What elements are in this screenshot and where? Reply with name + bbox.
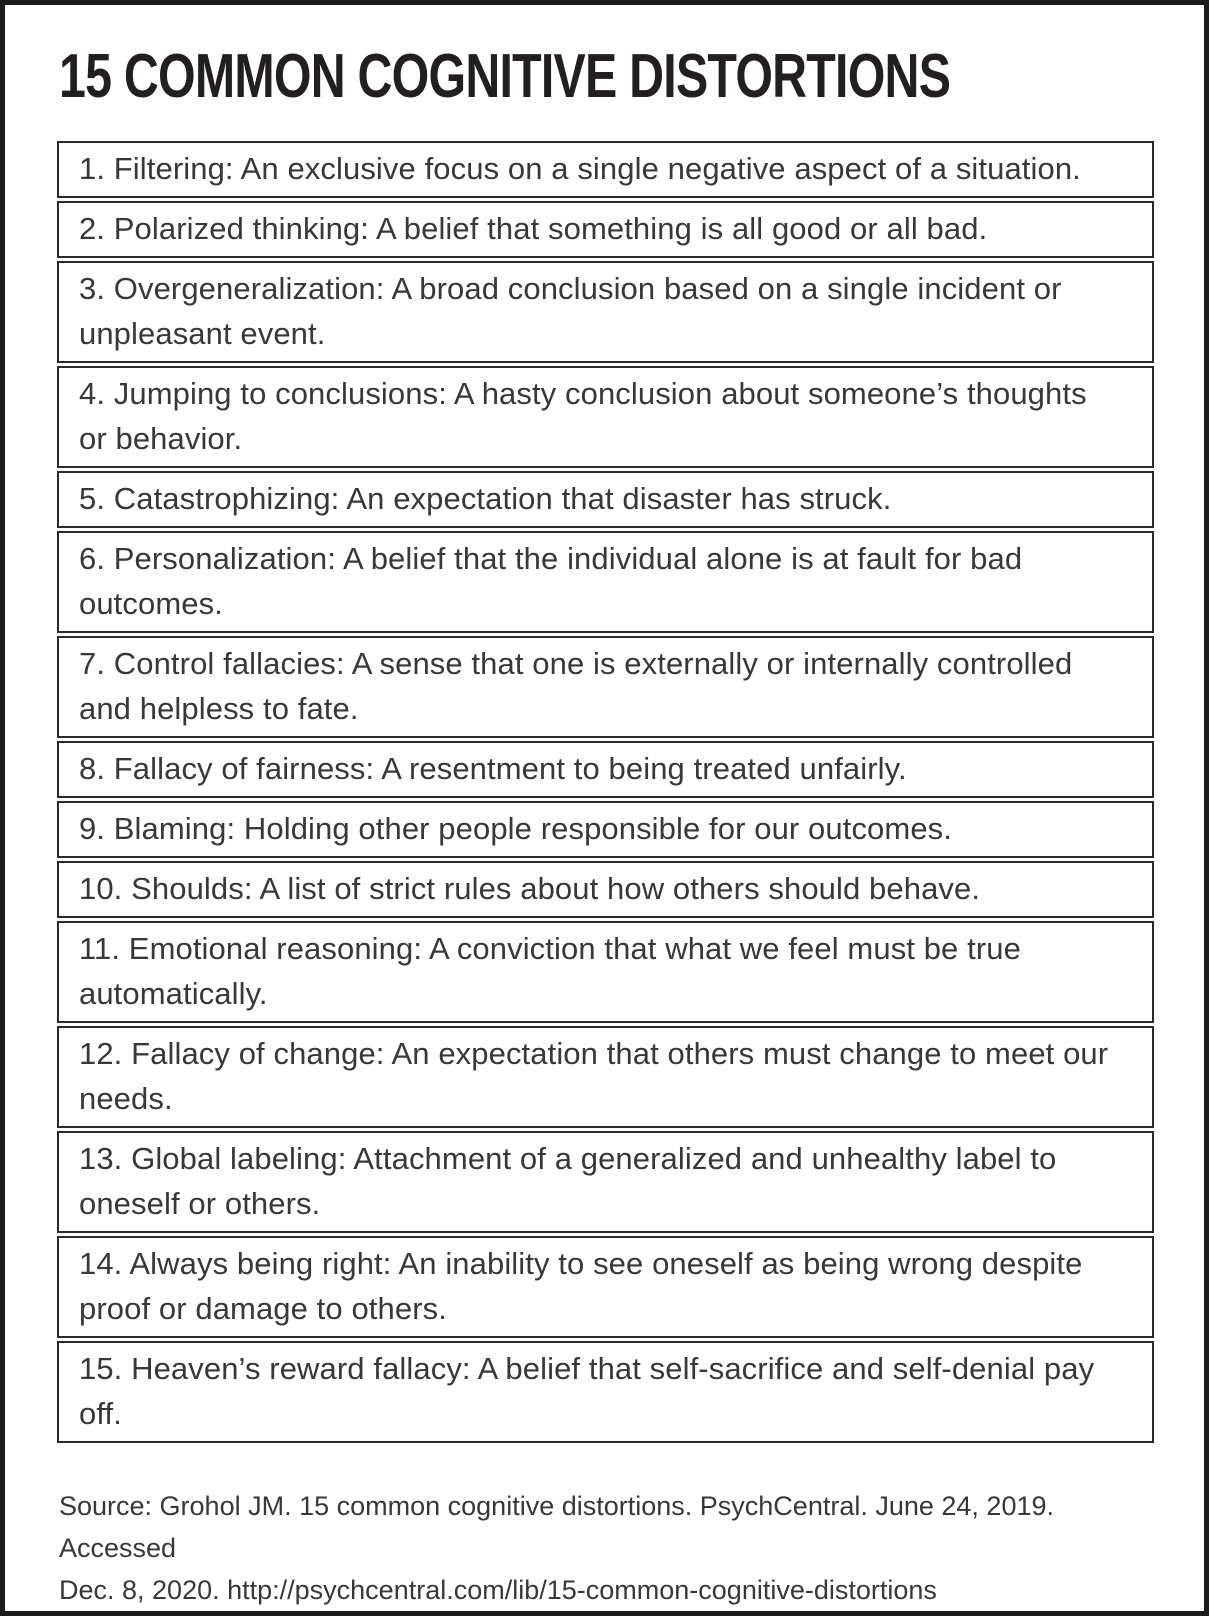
distortion-text: 11. Emotional reasoning: A conviction that what we feel must be true automatically.	[79, 931, 1021, 1012]
distortion-text: 1. Filtering: An exclusive focus on a single negative aspect of a situation.	[79, 151, 1081, 187]
distortion-row	[57, 1131, 1154, 1233]
distortion-text: 14. Always being right: An inability to see oneself as being wrong despite proof or damage to others.	[79, 1246, 1083, 1327]
source-citation-line-1: Source: Grohol JM. 15 common cognitive distortions. PsychCentral. June 24, 2019. Accessed	[59, 1491, 1054, 1564]
distortion-row	[57, 531, 1154, 633]
page-title-text: 15 COMMON COGNITIVE DISTORTIONS	[59, 42, 951, 111]
source-citation-line-2: Dec. 8, 2020. http://psychcentral.com/lib/15-common-cognitive-distortions	[59, 1575, 937, 1606]
distortion-row	[57, 741, 1154, 798]
distortion-row	[57, 471, 1154, 528]
distortion-row	[57, 801, 1154, 858]
distortion-text: 5. Catastrophizing: An expectation that disaster has struck.	[79, 481, 892, 517]
distortion-text: 4. Jumping to conclusions: A hasty conclusion about someone’s thoughts or behavior.	[79, 376, 1087, 457]
content-area	[5, 5, 1204, 1611]
source-citation	[59, 1485, 1159, 1611]
distortion-text: 7. Control fallacies: A sense that one is externally or internally controlled and helpless to fate.	[79, 646, 1073, 727]
distortion-text: 9. Blaming: Holding other people responsible for our outcomes.	[79, 811, 952, 847]
distortion-text: 13. Global labeling: Attachment of a generalized and unhealthy label to oneself or others.	[79, 1141, 1057, 1222]
distortion-row	[57, 201, 1154, 258]
distortion-row	[57, 261, 1154, 363]
distortion-text: 6. Personalization: A belief that the individual alone is at fault for bad outcomes.	[79, 541, 1023, 622]
distortion-text: 15. Heaven’s reward fallacy: A belief that self-sacrifice and self-denial pay off.	[79, 1351, 1095, 1432]
distortion-text: 3. Overgeneralization: A broad conclusion based on a single incident or unpleasant event.	[79, 271, 1062, 352]
distortion-text: 2. Polarized thinking: A belief that something is all good or all bad.	[79, 211, 988, 247]
distortion-text: 10. Shoulds: A list of strict rules about how others should behave.	[79, 871, 981, 907]
distortion-row	[57, 1236, 1154, 1338]
distortion-row	[57, 1341, 1154, 1443]
distortion-text: 8. Fallacy of fairness: A resentment to being treated unfairly.	[79, 751, 907, 787]
distortion-row	[57, 1026, 1154, 1128]
page-title	[59, 43, 1152, 111]
distortion-text: 12. Fallacy of change: An expectation that others must change to meet our needs.	[79, 1036, 1109, 1117]
distortion-row	[57, 141, 1154, 198]
distortion-row	[57, 366, 1154, 468]
distortion-row	[57, 636, 1154, 738]
distortion-row	[57, 861, 1154, 918]
distortion-row	[57, 921, 1154, 1023]
distortions-table	[57, 141, 1154, 1443]
